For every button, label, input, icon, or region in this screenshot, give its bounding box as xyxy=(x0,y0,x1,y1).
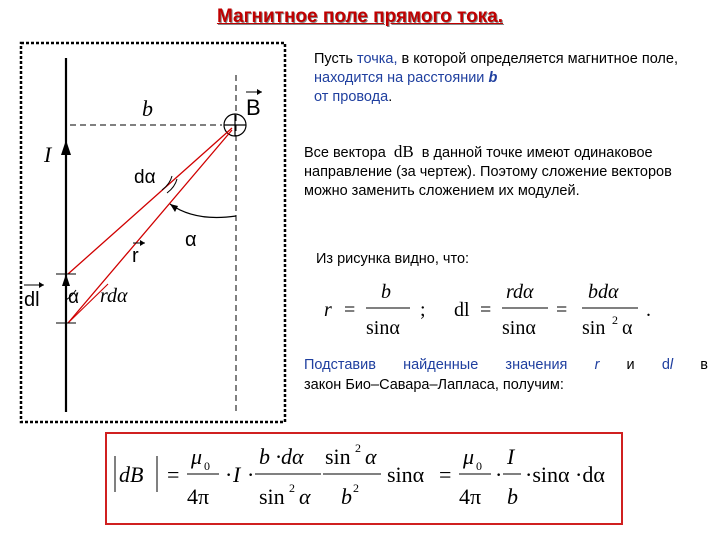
svg-text:dl: dl xyxy=(454,299,470,321)
svg-text:=: = xyxy=(480,299,492,321)
svg-text:b: b xyxy=(341,484,352,509)
label-rdalpha: rdα xyxy=(100,285,128,307)
svg-text:dB: dB xyxy=(119,462,144,487)
svg-text:·: · xyxy=(225,462,233,487)
label-dl: dl xyxy=(24,289,40,311)
intro-paragraph: Пусть точка, в которой определяется магнитное поле, находится на расстоянии b от провода. xyxy=(314,51,678,105)
svg-text:=: = xyxy=(439,462,452,487)
svg-text:4π: 4π xyxy=(459,484,482,509)
label-B: B xyxy=(246,95,261,120)
svg-text:bdα: bdα xyxy=(588,281,619,303)
svg-text:μ: μ xyxy=(463,444,475,469)
svg-text:2: 2 xyxy=(355,441,361,455)
svg-text:r: r xyxy=(324,299,332,321)
svg-text:0: 0 xyxy=(476,459,482,473)
svg-text:.: . xyxy=(646,299,651,321)
svg-text:=: = xyxy=(556,299,568,321)
radius-line-upper xyxy=(68,128,232,274)
label-alpha-left: α xyxy=(68,287,79,308)
svg-text:4π: 4π xyxy=(187,484,210,509)
svg-text:b ·dα: b ·dα xyxy=(259,444,304,469)
svg-text:0: 0 xyxy=(204,459,210,473)
svg-text:rdα: rdα xyxy=(506,281,534,303)
svg-text:α: α xyxy=(365,444,377,469)
svg-text:·: · xyxy=(495,462,503,487)
svg-text:2: 2 xyxy=(612,313,618,327)
final-formula xyxy=(107,434,621,523)
svg-text:sin: sin xyxy=(259,484,285,509)
svg-text:·: · xyxy=(247,462,255,487)
svg-text:2: 2 xyxy=(289,481,295,495)
page-title: Магнитное поле прямого тока. xyxy=(216,6,504,27)
label-dalpha: dα xyxy=(134,167,156,188)
svg-text:=: = xyxy=(167,462,180,487)
svg-text:b: b xyxy=(381,281,391,303)
alpha-arc-right xyxy=(170,204,236,218)
current-arrow xyxy=(61,140,71,155)
svg-text:μ: μ xyxy=(191,444,203,469)
from-figure-paragraph: Из рисунка видно, что: xyxy=(316,251,470,267)
final-formula-box xyxy=(105,432,623,525)
substitution-paragraph-line2: закон Био–Савара–Лапласа, получим: xyxy=(304,377,564,393)
svg-text:I: I xyxy=(507,444,515,469)
vectors-paragraph: Все вектора dB в данной точке имеют одинаковое направление (за чертеж). Поэтому сложение векторов можно заменить сложением их модулей. xyxy=(304,142,672,199)
svg-text:sinα: sinα xyxy=(502,317,536,339)
svg-text:2: 2 xyxy=(353,481,359,495)
svg-text:sin: sin xyxy=(325,444,351,469)
svg-text:=: = xyxy=(344,299,356,321)
svg-text:;: ; xyxy=(420,299,426,321)
label-alpha-right: α xyxy=(185,229,197,251)
svg-text:sinα: sinα xyxy=(387,462,425,487)
svg-text:I: I xyxy=(233,462,241,487)
label-r: r xyxy=(132,245,139,267)
svg-text:α: α xyxy=(299,484,311,509)
svg-text:sin: sin xyxy=(582,317,606,339)
substitution-paragraph: Подставив найденные значения r и dl в xyxy=(304,357,708,373)
radius-line-lower xyxy=(68,130,232,323)
label-b: b xyxy=(142,96,153,121)
svg-text:sinα: sinα xyxy=(366,317,400,339)
geometry-formula xyxy=(316,276,696,346)
dl-arrow xyxy=(62,274,70,286)
svg-text:α: α xyxy=(622,317,633,339)
label-I: I xyxy=(44,142,52,167)
svg-text:·sinα ·dα: ·sinα ·dα xyxy=(525,462,605,487)
svg-text:b: b xyxy=(507,484,518,509)
